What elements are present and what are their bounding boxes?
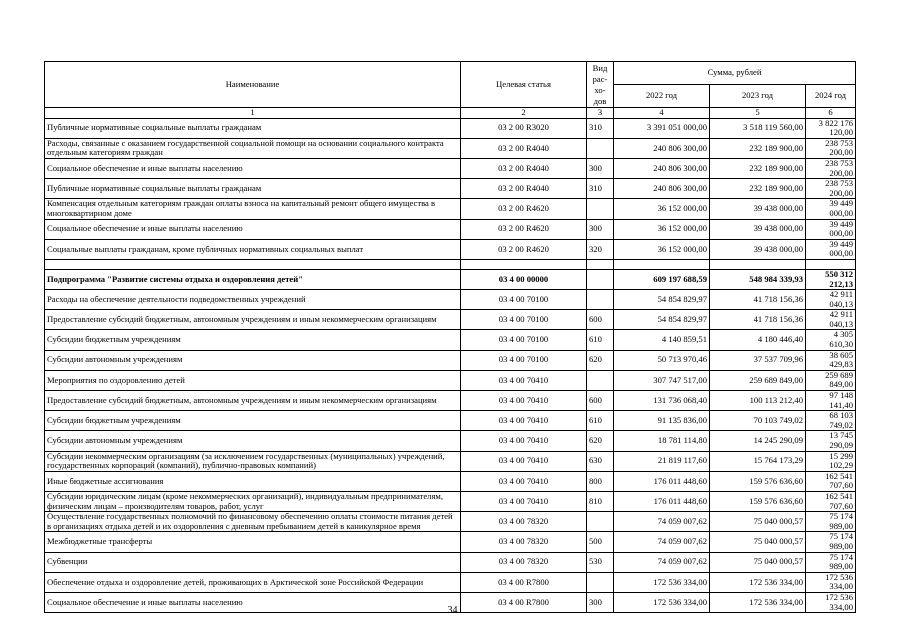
row-amount-2023: 75 040 000,57 <box>710 532 806 552</box>
col-number: 2 <box>461 108 587 119</box>
row-target-article: 03 2 00 R4620 <box>461 219 587 239</box>
row-target-article: 03 4 00 70410 <box>461 431 587 451</box>
table-row <box>45 391 856 411</box>
row-expense-type: 300 <box>587 158 614 178</box>
row-amount-2022: 307 747 517,00 <box>614 370 710 390</box>
col-number: 6 <box>806 108 856 119</box>
table-row <box>45 269 856 289</box>
row-amount-2022: 54 854 829,97 <box>614 310 710 330</box>
row-expense-type: 300 <box>587 219 614 239</box>
table-row <box>45 330 856 350</box>
row-expense-type <box>587 290 614 310</box>
row-amount-2022: 36 152 000,00 <box>614 199 710 219</box>
row-name <box>45 259 461 269</box>
row-amount-2024 <box>806 259 856 269</box>
table-body <box>45 118 856 613</box>
header-sum: Сумма, рублей <box>614 62 856 85</box>
row-amount-2023: 15 764 173,29 <box>710 451 806 471</box>
row-amount-2022: 74 059 007,62 <box>614 512 710 532</box>
row-amount-2022: 176 011 448,60 <box>614 491 710 511</box>
row-amount-2023: 39 438 000,00 <box>710 239 806 259</box>
row-amount-2022: 131 736 068,40 <box>614 391 710 411</box>
row-expense-type: 630 <box>587 451 614 471</box>
spacer-row <box>45 259 856 269</box>
row-target-article: 03 2 00 R4620 <box>461 239 587 259</box>
row-amount-2024: 42 911 040,13 <box>806 290 856 310</box>
row-amount-2022: 172 536 334,00 <box>614 572 710 592</box>
row-amount-2022: 74 059 007,62 <box>614 532 710 552</box>
row-name: Предоставление субсидий бюджетным, автономным учреждениям и иным некоммерческим организациям <box>45 310 461 330</box>
table-row <box>45 310 856 330</box>
row-expense-type: 320 <box>587 239 614 259</box>
row-name: Расходы, связанные с оказанием государственной социальной помощи на основании социального контракта отдельным категориям граждан <box>45 138 461 158</box>
row-amount-2022: 54 854 829,97 <box>614 290 710 310</box>
row-amount-2023: 37 537 709,96 <box>710 350 806 370</box>
row-amount-2024: 162 541 707,60 <box>806 491 856 511</box>
row-amount-2023: 548 984 339,93 <box>710 269 806 289</box>
row-amount-2023: 259 689 849,00 <box>710 370 806 390</box>
row-amount-2024: 39 449 000,00 <box>806 239 856 259</box>
row-target-article: 03 4 00 70100 <box>461 330 587 350</box>
row-amount-2024: 3 822 176 120,00 <box>806 118 856 138</box>
row-name: Подпрограмма "Развитие системы отдыха и оздоровления детей" <box>45 269 461 289</box>
budget-table <box>44 61 856 613</box>
row-expense-type <box>587 572 614 592</box>
row-target-article: 03 4 00 78320 <box>461 532 587 552</box>
row-amount-2023: 232 189 900,00 <box>710 179 806 199</box>
row-name: Субсидии автономным учреждениям <box>45 431 461 451</box>
row-amount-2023: 232 189 900,00 <box>710 158 806 178</box>
row-name: Расходы на обеспечение деятельности подведомственных учреждений <box>45 290 461 310</box>
row-expense-type <box>587 512 614 532</box>
table-row <box>45 350 856 370</box>
row-amount-2024: 39 449 000,00 <box>806 199 856 219</box>
row-target-article: 03 4 00 R7800 <box>461 592 587 612</box>
row-amount-2023: 172 536 334,00 <box>710 572 806 592</box>
row-expense-type: 620 <box>587 350 614 370</box>
row-name: Субсидии бюджетным учреждениям <box>45 330 461 350</box>
row-target-article: 03 2 00 R4040 <box>461 138 587 158</box>
row-expense-type: 530 <box>587 552 614 572</box>
table-row <box>45 552 856 572</box>
row-amount-2024: 75 174 989,00 <box>806 512 856 532</box>
row-target-article: 03 4 00 70100 <box>461 290 587 310</box>
row-amount-2023: 75 040 000,57 <box>710 552 806 572</box>
row-expense-type: 800 <box>587 471 614 491</box>
row-amount-2024: 259 689 849,00 <box>806 370 856 390</box>
row-amount-2024: 75 174 989,00 <box>806 532 856 552</box>
table-row <box>45 370 856 390</box>
row-target-article: 03 4 00 70410 <box>461 491 587 511</box>
row-amount-2023: 100 113 212,40 <box>710 391 806 411</box>
row-amount-2024: 68 103 749,02 <box>806 411 856 431</box>
row-amount-2024: 550 312 212,13 <box>806 269 856 289</box>
col-number: 1 <box>45 108 461 119</box>
table-row <box>45 219 856 239</box>
row-name: Публичные нормативные социальные выплаты гражданам <box>45 179 461 199</box>
row-amount-2024: 162 541 707,60 <box>806 471 856 491</box>
row-expense-type <box>587 138 614 158</box>
table-row <box>45 512 856 532</box>
row-amount-2024: 97 148 141,40 <box>806 391 856 411</box>
row-amount-2023: 14 245 290,09 <box>710 431 806 451</box>
row-amount-2024: 38 605 429,83 <box>806 350 856 370</box>
row-name: Субсидии автономным учреждениям <box>45 350 461 370</box>
row-name: Осуществление государственных полномочий по финансовому обеспечению оплаты стоимости питания детей в организациях отдыха детей и их оздоровления с дневным пребыванием детей в каникулярное время <box>45 512 461 532</box>
row-amount-2023: 41 718 156,36 <box>710 310 806 330</box>
row-amount-2024: 42 911 040,13 <box>806 310 856 330</box>
table-row <box>45 179 856 199</box>
row-expense-type: 310 <box>587 118 614 138</box>
row-amount-2023: 75 040 000,57 <box>710 512 806 532</box>
row-expense-type: 810 <box>587 491 614 511</box>
row-amount-2022: 240 806 300,00 <box>614 138 710 158</box>
row-amount-2022: 240 806 300,00 <box>614 158 710 178</box>
row-name: Социальные выплаты гражданам, кроме публичных нормативных социальных выплат <box>45 239 461 259</box>
row-amount-2022: 74 059 007,62 <box>614 552 710 572</box>
row-expense-type: 310 <box>587 179 614 199</box>
row-amount-2022 <box>614 259 710 269</box>
row-target-article: 03 2 00 R4620 <box>461 199 587 219</box>
row-name: Компенсация отдельным категориям граждан оплаты взноса на капитальный ремонт общего имущества в многоквартирном доме <box>45 199 461 219</box>
row-amount-2022: 609 197 688,59 <box>614 269 710 289</box>
row-expense-type: 300 <box>587 592 614 612</box>
row-amount-2022: 172 536 334,00 <box>614 592 710 612</box>
header-year-2022: 2022 год <box>614 85 710 108</box>
row-amount-2024: 172 536 334,00 <box>806 572 856 592</box>
row-amount-2023: 159 576 636,60 <box>710 491 806 511</box>
row-name: Обеспечение отдыха и оздоровление детей, проживающих в Арктической зоне Российской Федерации <box>45 572 461 592</box>
header-year-2024: 2024 год <box>806 85 856 108</box>
row-amount-2024: 13 745 290,09 <box>806 431 856 451</box>
row-amount-2023: 159 576 636,60 <box>710 471 806 491</box>
table-row <box>45 199 856 219</box>
col-number: 4 <box>614 108 710 119</box>
row-amount-2023: 39 438 000,00 <box>710 199 806 219</box>
row-name: Публичные нормативные социальные выплаты гражданам <box>45 118 461 138</box>
row-expense-type: 610 <box>587 330 614 350</box>
row-amount-2022: 18 781 114,80 <box>614 431 710 451</box>
table-row <box>45 572 856 592</box>
table-row <box>45 158 856 178</box>
row-amount-2024: 39 449 000,00 <box>806 219 856 239</box>
row-expense-type: 610 <box>587 411 614 431</box>
row-target-article: 03 2 00 R4040 <box>461 179 587 199</box>
table-row <box>45 138 856 158</box>
row-amount-2024: 15 299 102,29 <box>806 451 856 471</box>
table-row <box>45 290 856 310</box>
table-row <box>45 451 856 471</box>
row-name: Субвенции <box>45 552 461 572</box>
row-expense-type: 600 <box>587 391 614 411</box>
row-amount-2024: 75 174 989,00 <box>806 552 856 572</box>
row-amount-2023: 70 103 749,02 <box>710 411 806 431</box>
row-expense-type: 620 <box>587 431 614 451</box>
table-row <box>45 118 856 138</box>
table-row <box>45 431 856 451</box>
row-name: Социальное обеспечение и иные выплаты населению <box>45 219 461 239</box>
row-target-article: 03 4 00 70410 <box>461 471 587 491</box>
row-expense-type <box>587 259 614 269</box>
row-amount-2023: 41 718 156,36 <box>710 290 806 310</box>
row-target-article <box>461 259 587 269</box>
page-number: 34 <box>447 605 458 616</box>
row-expense-type <box>587 269 614 289</box>
row-amount-2022: 91 135 836,00 <box>614 411 710 431</box>
row-amount-2022: 21 819 117,60 <box>614 451 710 471</box>
row-name: Мероприятия по оздоровлению детей <box>45 370 461 390</box>
table-row <box>45 491 856 511</box>
row-expense-type <box>587 199 614 219</box>
row-target-article: 03 4 00 78320 <box>461 552 587 572</box>
row-amount-2023: 3 518 119 560,00 <box>710 118 806 138</box>
row-amount-2023 <box>710 259 806 269</box>
row-amount-2023: 4 180 446,40 <box>710 330 806 350</box>
header-year-2023: 2023 год <box>710 85 806 108</box>
header-name: Наименование <box>45 62 461 108</box>
row-expense-type: 500 <box>587 532 614 552</box>
row-amount-2022: 50 713 970,46 <box>614 350 710 370</box>
row-amount-2022: 176 011 448,60 <box>614 471 710 491</box>
row-target-article: 03 4 00 70100 <box>461 350 587 370</box>
row-target-article: 03 4 00 70410 <box>461 451 587 471</box>
row-name: Социальное обеспечение и иные выплаты населению <box>45 158 461 178</box>
row-target-article: 03 4 00 00000 <box>461 269 587 289</box>
row-target-article: 03 2 00 R4040 <box>461 158 587 178</box>
row-target-article: 03 4 00 78320 <box>461 512 587 532</box>
row-target-article: 03 4 00 70100 <box>461 310 587 330</box>
col-number: 3 <box>587 108 614 119</box>
row-name: Предоставление субсидий бюджетным, автономным учреждениям и иным некоммерческим организациям <box>45 391 461 411</box>
row-amount-2024: 172 536 334,00 <box>806 592 856 612</box>
row-amount-2023: 39 438 000,00 <box>710 219 806 239</box>
row-amount-2023: 232 189 900,00 <box>710 138 806 158</box>
row-amount-2023: 172 536 334,00 <box>710 592 806 612</box>
row-amount-2022: 36 152 000,00 <box>614 219 710 239</box>
row-target-article: 03 2 00 R3020 <box>461 118 587 138</box>
row-name: Субсидии некоммерческим организациям (за исключением государственных (муниципальных) учреждений, государственных корпораций (компаний), публично-правовых компаний) <box>45 451 461 471</box>
row-amount-2024: 238 753 200,00 <box>806 179 856 199</box>
table-row <box>45 239 856 259</box>
row-name: Межбюджетные трансферты <box>45 532 461 552</box>
row-name: Субсидии юридическим лицам (кроме некоммерческих организаций), индивидуальным предпринимателям, физическим лицам – производителям товаров, работ, услуг <box>45 491 461 511</box>
row-amount-2024: 4 305 610,30 <box>806 330 856 350</box>
row-amount-2022: 4 140 859,51 <box>614 330 710 350</box>
row-target-article: 03 4 00 70410 <box>461 391 587 411</box>
row-amount-2022: 36 152 000,00 <box>614 239 710 259</box>
col-number: 5 <box>710 108 806 119</box>
row-amount-2024: 238 753 200,00 <box>806 138 856 158</box>
row-name: Социальное обеспечение и иные выплаты населению <box>45 592 461 612</box>
row-expense-type: 600 <box>587 310 614 330</box>
header-expense-type: Вид рас- хо- дов <box>587 62 614 108</box>
row-amount-2022: 240 806 300,00 <box>614 179 710 199</box>
row-name: Субсидии бюджетным учреждениям <box>45 411 461 431</box>
header-target-article: Целевая статья <box>461 62 587 108</box>
table-row <box>45 411 856 431</box>
table-header <box>45 62 856 119</box>
row-name: Иные бюджетные ассигнования <box>45 471 461 491</box>
row-target-article: 03 4 00 70410 <box>461 370 587 390</box>
row-amount-2024: 238 753 200,00 <box>806 158 856 178</box>
row-expense-type <box>587 370 614 390</box>
row-target-article: 03 4 00 R7800 <box>461 572 587 592</box>
row-target-article: 03 4 00 70410 <box>461 411 587 431</box>
table-row <box>45 471 856 491</box>
table-row <box>45 532 856 552</box>
row-amount-2022: 3 391 051 000,00 <box>614 118 710 138</box>
